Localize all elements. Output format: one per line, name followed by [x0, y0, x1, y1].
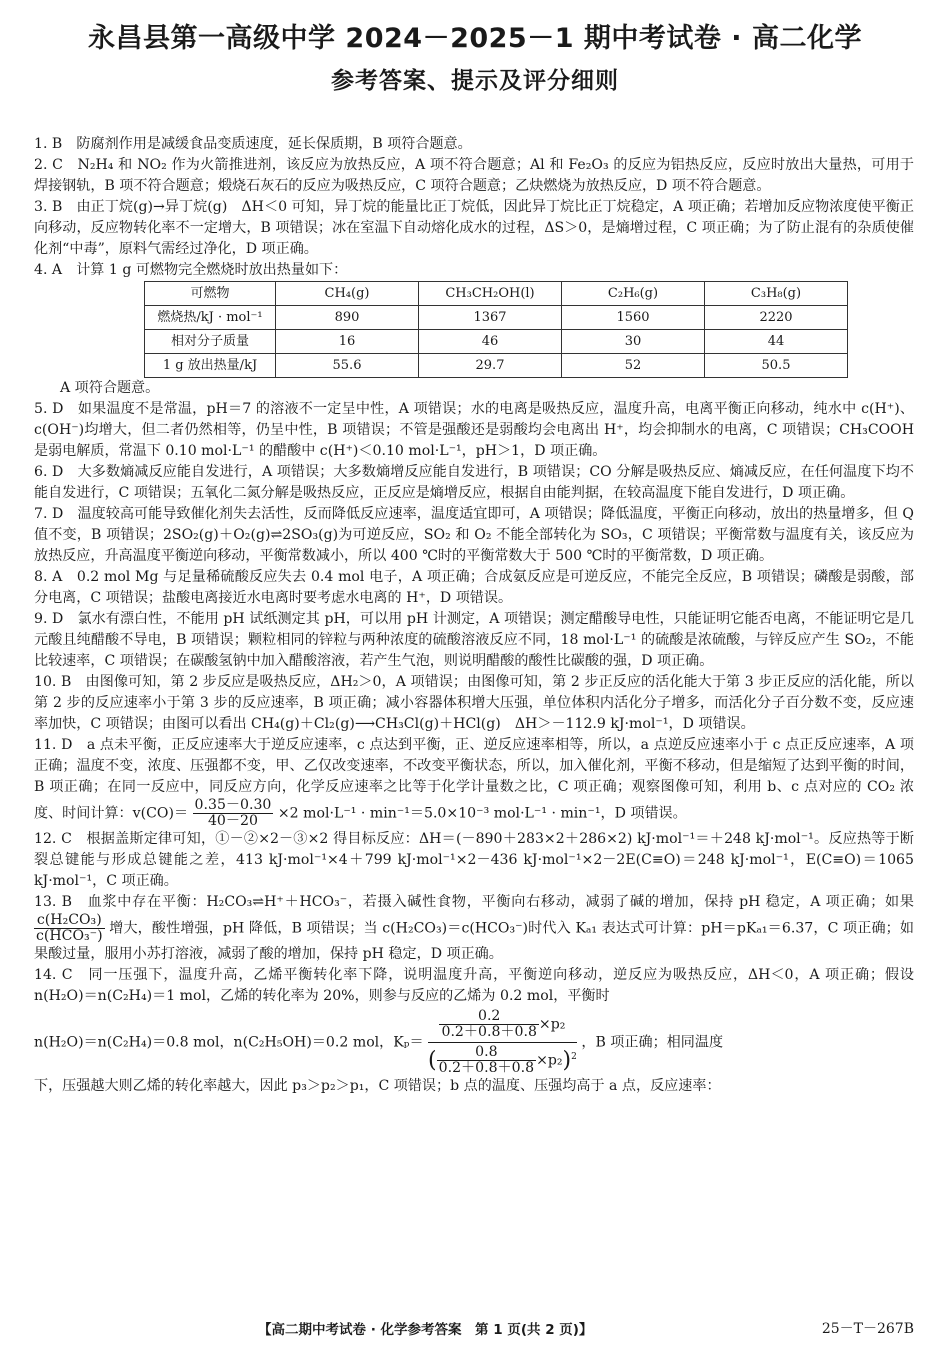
kp-denominator: ( $\frac{0.8}{0.2+0.8+0.8}$ ×p₂)$^2$ [428, 1044, 577, 1076]
footer-label: 【高二期中考试卷 · 化学参考答案 第 1 页(共 2 页)】 [258, 1322, 593, 1338]
table-cell: 相对分子质量 [145, 330, 276, 354]
fraction-numerator: 0.35－0.30 [194, 797, 272, 813]
table-header-cell: CH₄(g) [276, 282, 419, 306]
table-cell: 55.6 [276, 354, 419, 378]
kp-bottom-fraction [437, 1045, 536, 1076]
answer-12: 12. C 根据盖斯定律可知，①－②×2－③×2 得目标反应：ΔH＝(－890＋283×2＋286×2) kJ·mol⁻¹＝＋248 kJ·mol⁻¹。反应热等于断裂总键能与形成总键能之差，413 kJ·mol⁻¹×4＋799 kJ·mol⁻¹×2－436 kJ·mol⁻¹×2－2E(C≡O)＝248 kJ·mol⁻¹，E(C≡O)＝1065 kJ·mol⁻¹，C 项正确。 [34, 831, 914, 889]
answer-10: 10. B 由图像可知，第 2 步反应是吸热反应，ΔH₂＞0，A 项错误；由图像可知，第 2 步正反应的活化能大于第 3 步正反应的活化能，所以第 2 步的反应速率小于第 3 步的反应速率，B 项正确；减小容器体积增大压强，单位体积内活化分子增多，而活化分子百分数不变，反应速率加快，C 项错误；由图可以看出 CH₄(g)＋Cl₂(g)⟶CH₃Cl(g)＋HCl(g) ΔH＞－112.9 kJ·mol⁻¹，D 项错误。 [34, 674, 914, 732]
page-subtitle: 参考答案、提示及评分细则 [331, 68, 619, 94]
kp-top-tail: ×p₂ [538, 1016, 566, 1033]
table-row [145, 354, 848, 378]
answer-4-intro: 4. A 计算 1 g 可燃物完全燃烧时放出热量如下： [34, 262, 348, 278]
kp-top-fraction [439, 1009, 538, 1040]
answer-13-tail: 增大，酸性增强，pH 降低，B 项错误；当 c(H₂CO₃)＝c(HCO₃⁻)时代入 Kₐ₁ 表达式可计算：pH＝pKₐ₁＝6.37，C 项正确；如果酸过量，服用小苏打溶液，减弱了酸的增加，保持 pH 稳定，D 项正确。 [34, 920, 914, 962]
table-cell: 1 g 放出热量/kJ [145, 354, 276, 378]
table-cell: 29.7 [419, 354, 562, 378]
table-cell: 52 [562, 354, 705, 378]
answer-3: 3. B 由正丁烷(g)→异丁烷(g) ΔH＜0 可知，异丁烷的能量比正丁烷低，因此异丁烷比正丁烷稳定，A 项正确；若增加反应物浓度使平衡正向移动，反应物转化率不一定增大，B 项错误；冰在室温下自动熔化成水的过程，ΔS＞0，是熵增过程，C 项正确；为了防止混有的杂质使催化剂“中毒”，原料气需经过净化，D 项正确。 [34, 199, 914, 257]
table-row [145, 306, 848, 330]
table-header-cell: 可燃物 [145, 282, 276, 306]
answer-7: 7. D 温度较高可能导致催化剂失去活性，反而降低反应速率，温度适宜即可，A 项错误；降低温度，平衡正向移动，放出的热量增多，但 Q 值不变，B 项错误；2SO₂(g)＋O₂(g)⇌2SO₃(g)为可逆反应，SO₂ 和 O₂ 不能全部转化为 SO₃，C 项错误；平衡常数与温度有关，该反应为放热反应，升高温度平衡逆向移动，平衡常数减小，所以 400 ℃时的平衡常数大于 500 ℃时的平衡常数，D 项正确。 [34, 506, 914, 564]
answer-8: 8. A 0.2 mol Mg 与足量稀硫酸反应失去 0.4 mol 电子，A 项正确；合成氨反应是可逆反应，不能完全反应，B 项错误；磷酸是弱酸，部分电离，C 项错误；盐酸电离接近水电离时要考虑水电离的 H⁺，D 项错误。 [34, 569, 914, 606]
answer-5: 5. D 如果温度不是常温，pH＝7 的溶液不一定呈中性，A 项错误；水的电离是吸热反应，温度升高，电离平衡正向移动，纯水中 c(H⁺)、c(OH⁻)均增大，但二者仍然相等，仍呈中性，B 项错误；不管是强酸还是弱酸均会电离出 H⁺，均会抑制水的电离，C 项错误；CH₃COOH 是弱电解质，常温下 0.10 mol·L⁻¹ 的醋酸中 c(H⁺)＜0.10 mol·L⁻¹，pH＞1，D 项正确。 [34, 401, 914, 459]
answer-14-kp-line [34, 1009, 914, 1076]
fraction-denominator: c(HCO₃⁻) [36, 928, 103, 944]
table-cell: 1367 [419, 306, 562, 330]
answer-11 [34, 735, 914, 829]
answer-14-text: 14. C 同一压强下，温度升高，乙烯平衡转化率下降，说明温度升高，平衡逆向移动，逆反应为吸热反应，ΔH＜0，A 项正确；假设 n(H₂O)＝n(C₂H₄)＝1 mol，乙烯的转化率为 20%，则参与反应的乙烯为 0.2 mol，平衡时 [34, 967, 914, 1004]
answer-14-kp-prefix: n(H₂O)＝n(C₂H₄)＝0.8 mol，n(C₂H₅OH)＝0.2 mol，Kₚ＝ [34, 1034, 424, 1051]
table-cell: 30 [562, 330, 705, 354]
table-header-cell: C₃H₈(g) [705, 282, 848, 306]
fraction-denominator: 0.2＋0.8＋0.8 [438, 1060, 535, 1076]
paper-code: 25－T－267B [821, 1321, 914, 1337]
answer-14-kp-suffix: ，B 项正确；相同温度 [581, 1034, 724, 1051]
answer-2: 2. C N₂H₄ 和 NO₂ 作为火箭推进剂，该反应为放热反应，A 项不符合题意；Al 和 Fe₂O₃ 的反应为铝热反应，反应时放出大量热，可用于焊接钢轨，B 项不符合题意；煅烧石灰石的反应为吸热反应，C 项符合题意；乙炔燃烧为放热反应，D 项不符合题意。 [34, 157, 914, 194]
answer-13-text: 13. B 血浆中存在平衡：H₂CO₃⇌H⁺＋HCO₃⁻，若摄入碱性食物，平衡向右移动，减弱了碱的增加，保持 pH 稳定，A 项正确；如果 [34, 894, 914, 910]
table-cell: 44 [705, 330, 848, 354]
page-title: 永昌县第一高级中学 2024－2025－1 期中考试卷 · 高二化学 [88, 23, 862, 54]
answer-6: 6. D 大多数熵减反应能自发进行，A 项错误；大多数熵增反应能自发进行，B 项错误；CO 分解是吸热反应、熵减反应，在任何温度下均不能自发进行，C 项错误；五氧化二氮分解是吸热反应，正反应是熵增反应，根据自由能判据，在较高温度下能自发进行，D 项正确。 [34, 464, 914, 501]
table-cell: 16 [276, 330, 419, 354]
answer-4-conclusion: A 项符合题意。 [60, 380, 160, 396]
table-cell: 2220 [705, 306, 848, 330]
table-cell: 46 [419, 330, 562, 354]
answer-11-fraction [193, 798, 274, 829]
table-cell: 1560 [562, 306, 705, 330]
fraction-denominator: 40－20 [207, 813, 258, 829]
table-cell: 燃烧热/kJ · mol⁻¹ [145, 306, 276, 330]
fraction-numerator: c(H₂CO₃) [34, 913, 105, 929]
table-header-row [145, 282, 848, 306]
table-cell: 890 [276, 306, 419, 330]
answer-11-tail: ×2 mol·L⁻¹ · min⁻¹＝5.0×10⁻³ mol·L⁻¹ · min⁻¹，D 项错误。 [277, 805, 687, 822]
answer-list [34, 134, 914, 1097]
answer-13 [34, 892, 914, 965]
fraction-denominator: 0.2＋0.8＋0.8 [441, 1024, 537, 1040]
answer-9: 9. D 氯水有漂白性，不能用 pH 试纸测定其 pH，可以用 pH 计测定，A 项错误；测定醋酸导电性，只能证明它能否电离，不能证明它是几元酸且纯醋酸不导电，B 项错误；颗粒相同的锌粒与两种浓度的硫酸溶液反应不同，18 mol·L⁻¹ 的硫酸是浓硫酸，与锌反应产生 SO₂，不能比较速率，C 项错误；在碳酸氢钠中加入醋酸溶液，若产生气泡，则说明醋酸的酸性比碳酸的强，D 项正确。 [34, 611, 914, 669]
table-row [145, 330, 848, 354]
kp-numerator [428, 1009, 577, 1043]
kp-bottom-tail: ×p₂ [536, 1052, 563, 1069]
answer-13-fraction [34, 913, 105, 944]
combustion-heat-table [144, 281, 848, 378]
table-header-cell: C₂H₆(g) [562, 282, 705, 306]
answer-14-last-line: 下，压强越大则乙烯的转化率越大，因此 p₃＞p₂＞p₁，C 项错误；b 点的温度、压强均高于 a 点，反应速率： [34, 1078, 721, 1094]
answer-14 [34, 965, 914, 1007]
table-header-cell: CH₃CH₂OH(l) [419, 282, 562, 306]
answer-1: 1. B 防腐剂作用是减缓食品变质速度，延长保质期，B 项符合题意。 [34, 136, 472, 152]
fraction-numerator: 0.2 [439, 1009, 538, 1025]
table-cell: 50.5 [705, 354, 848, 378]
kp-expression [428, 1009, 577, 1076]
fraction-numerator: 0.8 [437, 1045, 536, 1061]
answer-11-text: 11. D a 点未平衡，正反应速率大于逆反应速率，c 点达到平衡，正、逆反应速率相等，所以，a 点逆反应速率小于 c 点正反应速率，A 项正确；温度不变，浓度、压强都不变，甲、乙仅改变速率，不改变平衡状态，所以，加入催化剂，平衡不移动，但是缩短了达到平衡的时间，B 项正确；在同一反应中，同反应方向，化学反应速率之比等于化学计量数之比，C 项正确；观察图像可知，利用 b、c 点对应的 CO₂ 浓度、时间计算：v(CO)＝ [34, 737, 914, 822]
